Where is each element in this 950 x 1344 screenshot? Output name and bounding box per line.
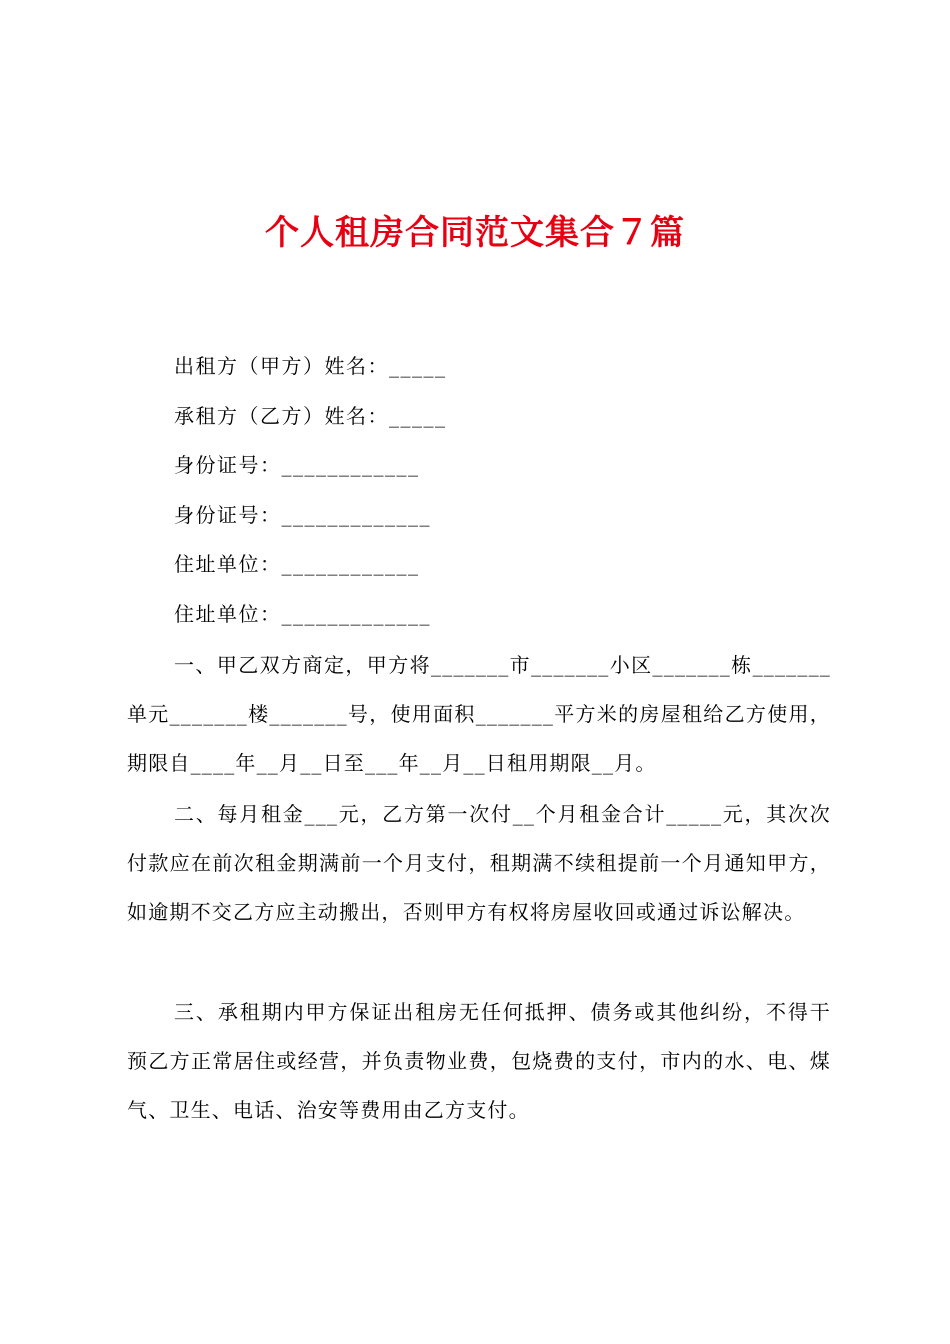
document-title: 个人租房合同范文集合７篇 bbox=[265, 213, 685, 253]
clause-1-premises: 一、甲乙双方商定，甲方将_______市_______小区_______栋_______单元_______楼_______号，使用面积_______平方米的房屋租给乙方使用，期限自____年__月__日至___年__月__日租用期限__月。 bbox=[127, 653, 831, 775]
id-number-field-1: 身份证号：____________ bbox=[174, 453, 420, 477]
address-unit-field-1: 住址单位：____________ bbox=[174, 552, 420, 576]
clause-3-obligations: 三、承租期内甲方保证出租房无任何抵押、债务或其他纠纷，不得干预乙方正常居住或经营，并负责物业费，包烧费的支付，市内的水、电、煤气、卫生、电话、治安等费用由乙方支付。 bbox=[127, 1000, 831, 1122]
address-unit-field-2: 住址单位：_____________ bbox=[174, 602, 431, 626]
id-number-field-2: 身份证号：_____________ bbox=[174, 503, 431, 527]
lessee-name-field: 承租方（乙方）姓名：_____ bbox=[174, 404, 447, 428]
lessor-name-field: 出租方（甲方）姓名：_____ bbox=[174, 354, 447, 378]
clause-2-rent: 二、每月租金___元，乙方第一次付__个月租金合计_____元，其次次付款应在前次租金期满前一个月支付，租期满不续租提前一个月通知甲方，如逾期不交乙方应主动搬出，否则甲方有权将房屋收回或通过诉讼解决。 bbox=[127, 802, 831, 924]
